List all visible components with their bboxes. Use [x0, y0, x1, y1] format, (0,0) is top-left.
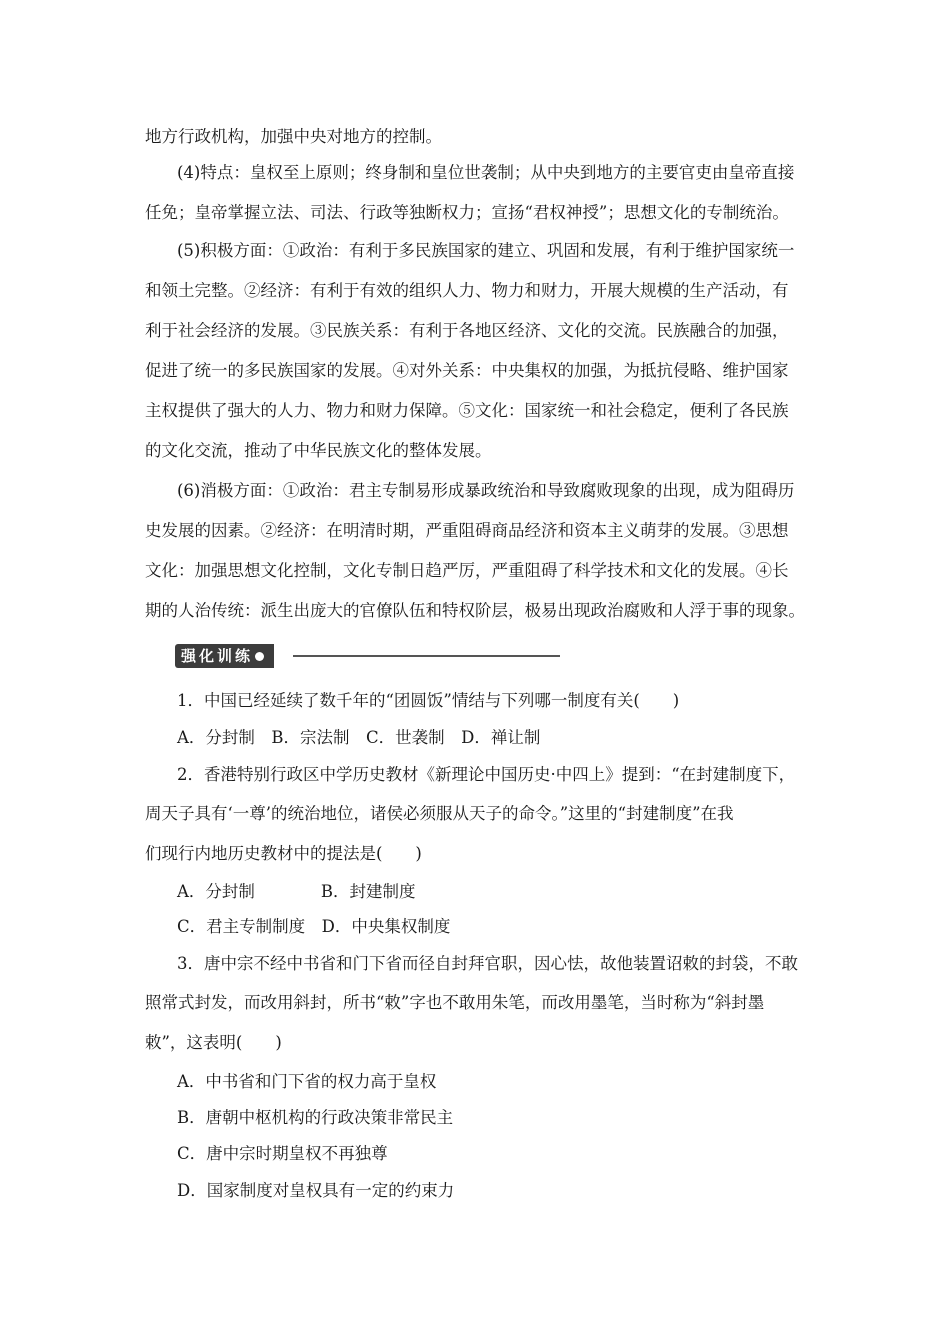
- question-line: 1．中国已经延续了数千年的“团圆饭”情结与下列哪一制度有关( ): [177, 691, 680, 710]
- question-line: 3．唐中宗不经中书省和门下省而径自封拜官职，因心怯，故他装置诏敕的封袋，不敢: [177, 954, 798, 973]
- option-line: C．君主专制制度 D．中央集权制度: [177, 917, 451, 936]
- paragraph-line: 文化：加强思想文化控制，文化专制日趋严厉，严重阻碍了科学技术和文化的发展。④长: [145, 561, 789, 580]
- option-line: A．中书省和门下省的权力高于皇权: [177, 1072, 437, 1091]
- question-line: 周天子具有‘一尊’的统治地位，诸侯必须服从天子的命令。”这里的“封建制度”在我: [145, 804, 734, 823]
- paragraph-line: 利于社会经济的发展。③民族关系：有利于各地区经济、文化的交流。民族融合的加强，: [145, 321, 789, 340]
- paragraph-line: 史发展的因素。②经济：在明清时期，严重阻碍商品经济和资本主义萌芽的发展。③思想: [145, 521, 789, 540]
- option-line: D．国家制度对皇权具有一定的约束力: [177, 1181, 455, 1200]
- paragraph-line: (6)消极方面：①政治：君主专制易形成暴政统治和导致腐败现象的出现，成为阻碍历: [177, 481, 795, 500]
- section-divider: [293, 655, 560, 657]
- section-title: 强化训练: [181, 647, 254, 665]
- paragraph-line: (4)特点：皇权至上原则；终身制和皇位世袭制；从中央到地方的主要官吏由皇帝直接: [177, 163, 795, 182]
- option-line: B．唐朝中枢机构的行政决策非常民主: [177, 1108, 454, 1127]
- paragraph-line: 任免；皇帝掌握立法、司法、行政等独断权力；宣扬“君权神授”；思想文化的专制统治。: [145, 203, 789, 222]
- question-line: 2．香港特别行政区中学历史教材《新理论中国历史·中四上》提到：“在封建制度下，: [177, 765, 796, 784]
- paragraph-line: 地方行政机构，加强中央对地方的控制。: [145, 127, 442, 146]
- option-line: A．分封制 B．宗法制 C．世袭制 D．禅让制: [177, 728, 541, 747]
- paragraph-line: 期的人治传统：派生出庞大的官僚队伍和特权阶层，极易出现政治腐败和人浮于事的现象。: [145, 601, 805, 620]
- paragraph-line: 促进了统一的多民族国家的发展。④对外关系：中央集权的加强，为抵抗侵略、维护国家: [145, 361, 789, 380]
- question-line: 们现行内地历史教材中的提法是( ): [145, 844, 422, 863]
- paragraph-line: (5)积极方面：①政治：有利于多民族国家的建立、巩固和发展，有利于维护国家统一: [177, 241, 795, 260]
- option-line: C．唐中宗时期皇权不再独尊: [177, 1144, 388, 1163]
- section-title-tag: [175, 644, 274, 668]
- bullet-dot-icon: [255, 652, 264, 661]
- section-header: [175, 642, 560, 668]
- option-line: A．分封制 B．封建制度: [177, 882, 416, 901]
- paragraph-line: 的文化交流，推动了中华民族文化的整体发展。: [145, 441, 492, 460]
- paragraph-line: 主权提供了强大的人力、物力和财力保障。⑤文化：国家统一和社会稳定，便利了各民族: [145, 401, 789, 420]
- question-line: 敕”，这表明( ): [145, 1033, 282, 1052]
- question-line: 照常式封发，而改用斜封，所书“敕”字也不敢用朱笔，而改用墨笔，当时称为“斜封墨: [145, 993, 765, 1012]
- paragraph-line: 和领土完整。②经济：有利于有效的组织人力、物力和财力，开展大规模的生产活动，有: [145, 281, 789, 300]
